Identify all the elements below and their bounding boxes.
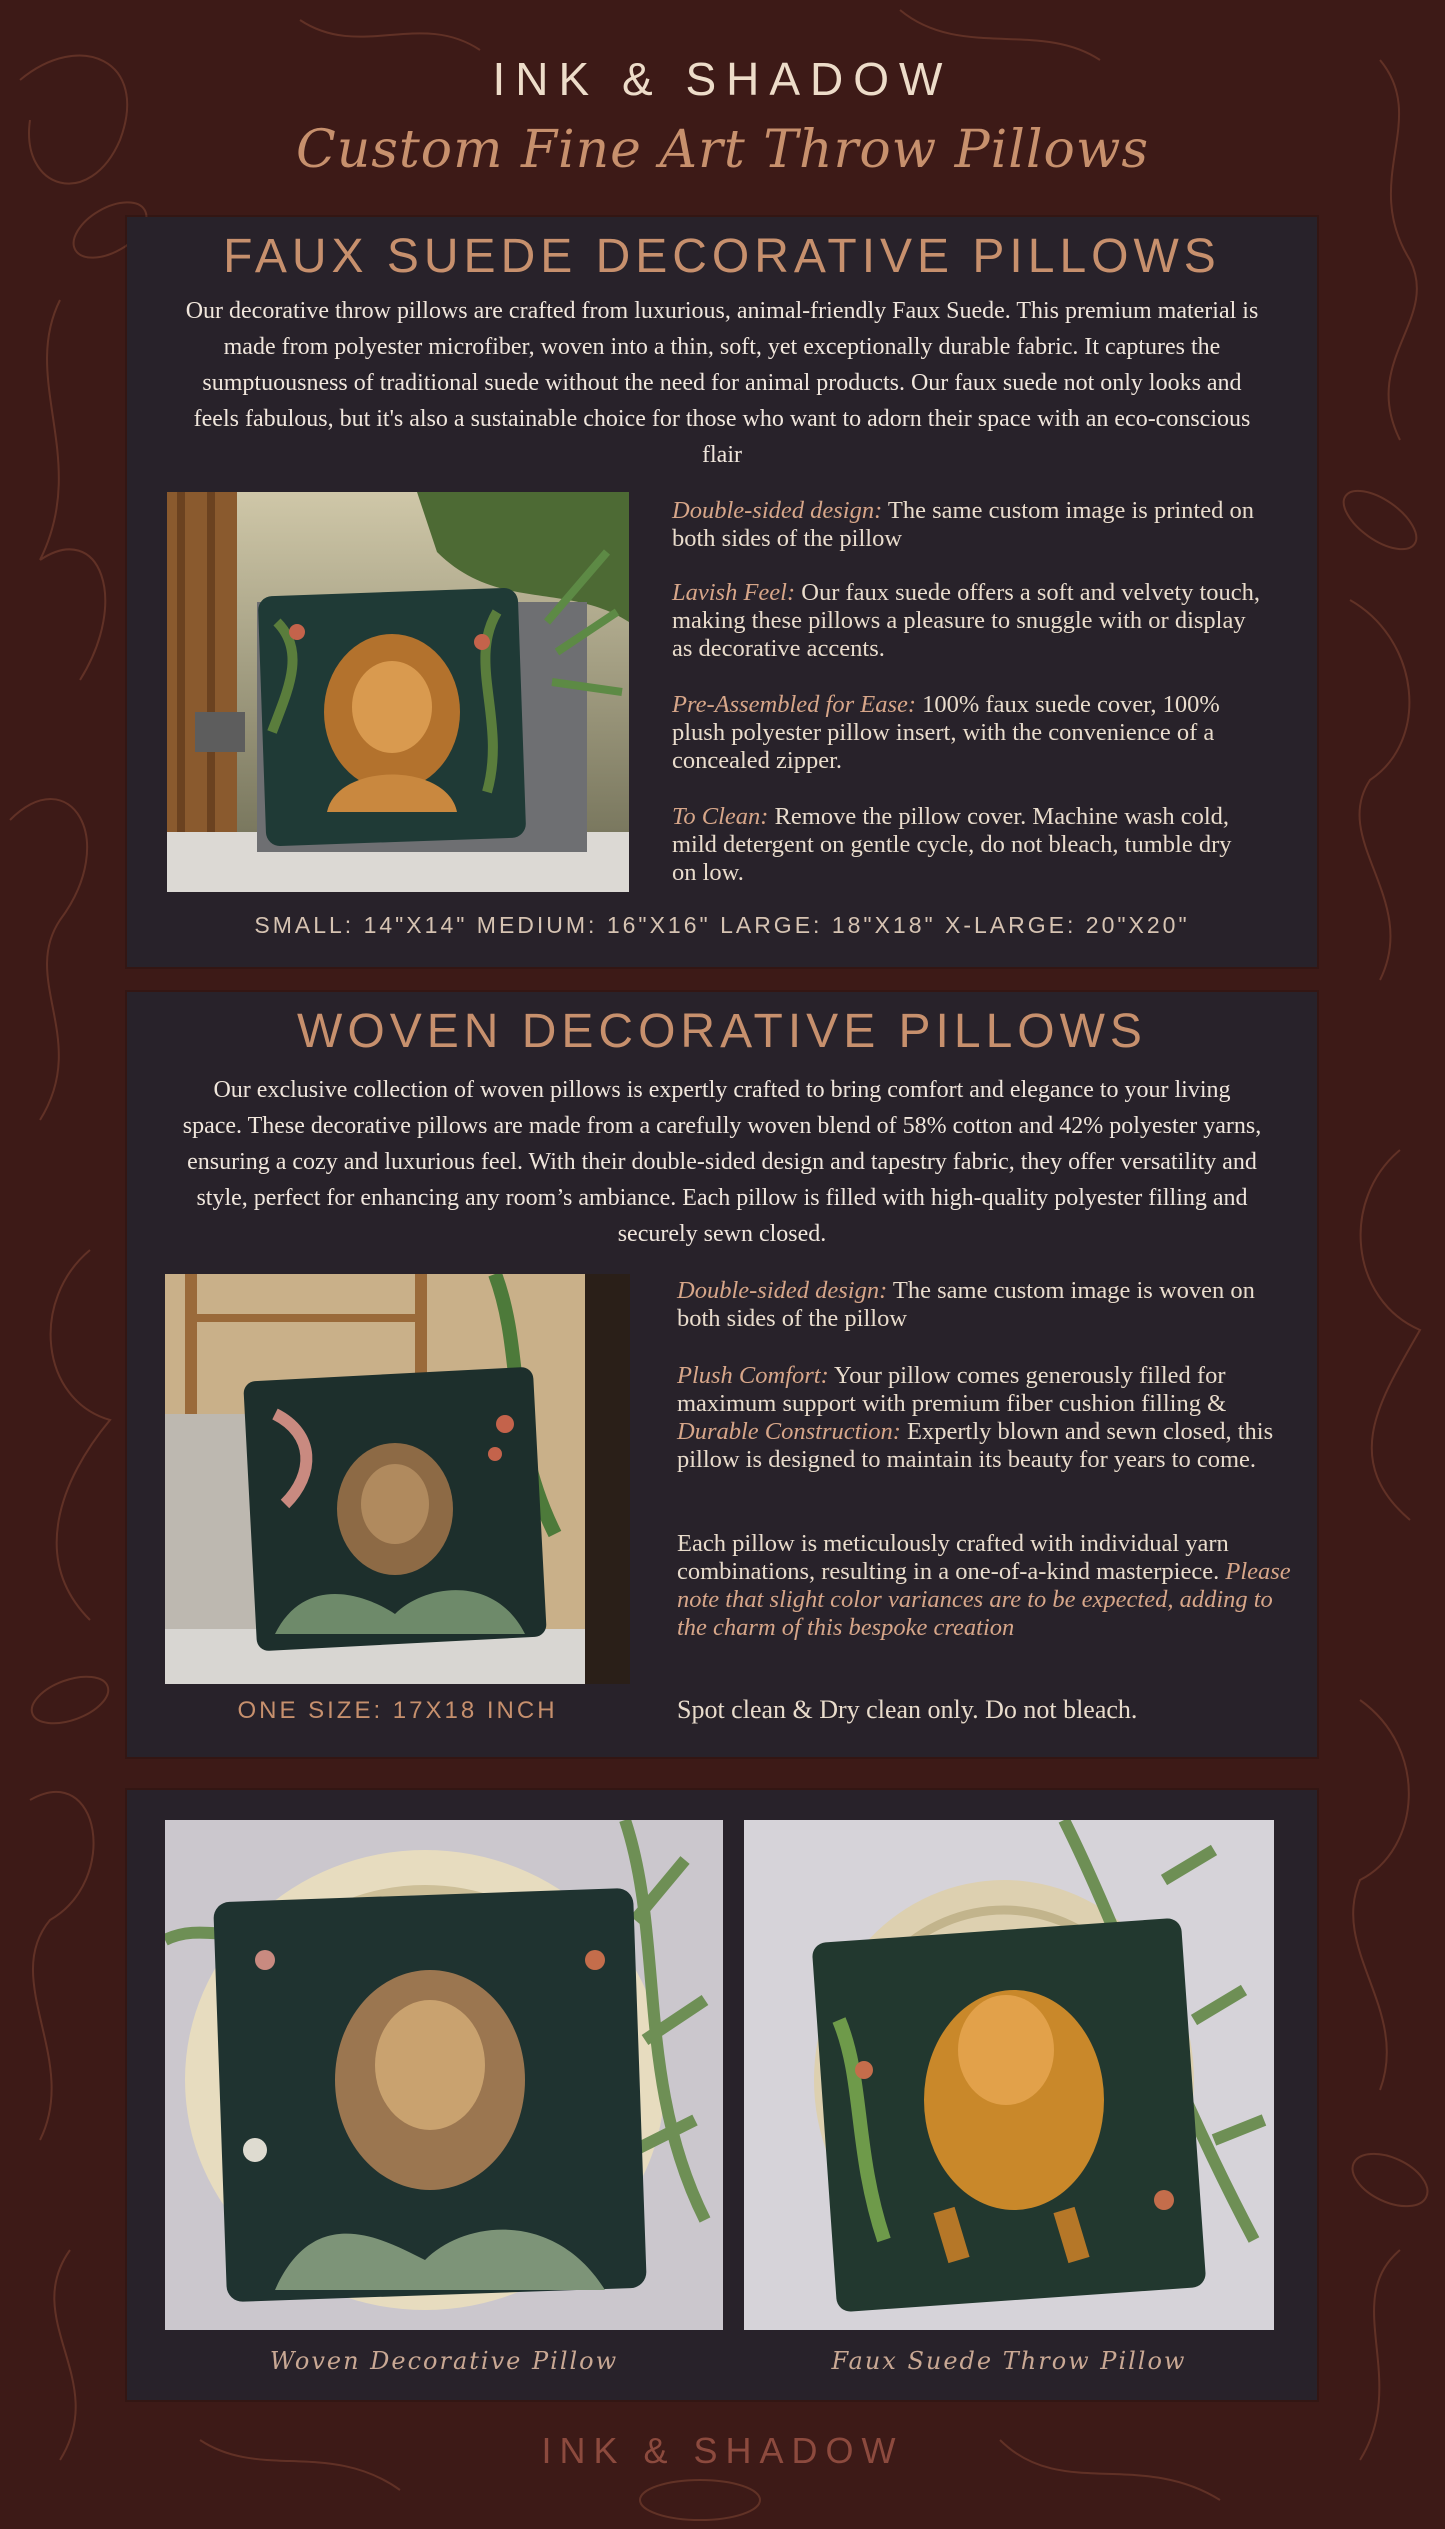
feature-lavish-feel xyxy=(672,579,1272,663)
gallery-panel xyxy=(127,1790,1317,2400)
faux-suede-lion-pillow-photo xyxy=(167,492,629,892)
faux-suede-panel xyxy=(127,217,1317,967)
footer-brand: INK & SHADOW xyxy=(541,2430,904,2471)
faux-suede-pillow-basket-photo xyxy=(744,1820,1274,2330)
feature-label: Plush Comfort: xyxy=(677,1362,829,1389)
feature-text: Remove the pillow cover. Machine wash cold, mild detergent on gentle cycle, do not bleach, tumble dry on low. xyxy=(672,803,1232,886)
feature-text: Your pillow comes generously filled for maximum support with premium fiber cushion filling & xyxy=(677,1362,1227,1417)
faux-suede-title: FAUX SUEDE DECORATIVE PILLOWS xyxy=(223,230,1221,283)
woven-title: WOVEN DECORATIVE PILLOWS xyxy=(297,1005,1147,1058)
caption-faux-suede-pillow: Faux Suede Throw Pillow xyxy=(831,2347,1187,2375)
color-variance-note: Please note that slight color variances are to be expected, adding to the charm of this bespoke creation xyxy=(677,1558,1291,1641)
woven-description: Our exclusive collection of woven pillows is expertly crafted to bring comfort and elegance to your living space. These decorative pillows are made from a carefully woven blend of 58% cotton and 42% polyester yarns, ensuring a cozy and luxurious feel. With their double-sided design and tapestry fabric, they offer versatility and style, perfect for enhancing any room’s ambiance. Each pillow is filled with high-quality polyester filling and securely sewn closed. xyxy=(182,1077,1262,1247)
feature-label: Pre-Assembled for Ease: xyxy=(672,691,917,718)
woven-feature-double-sided xyxy=(677,1277,1277,1333)
feature-label: Durable Construction: xyxy=(677,1418,901,1445)
feature-double-sided xyxy=(672,497,1272,553)
woven-feature-plush-comfort xyxy=(677,1362,1307,1474)
feature-text: 100% faux suede cover, 100% plush polyester pillow insert, with the convenience of a concealed zipper. xyxy=(672,691,1220,774)
feature-label: Double-sided design: xyxy=(672,497,883,524)
woven-lion-pillow-photo xyxy=(165,1274,630,1684)
feature-text: Expertly blown and sewn closed, this pillow is designed to maintain its beauty for years to come. xyxy=(677,1418,1274,1473)
woven-care-instructions: Spot clean & Dry clean only. Do not bleach. xyxy=(677,1695,1138,1724)
woven-feature-craftsmanship xyxy=(677,1530,1307,1642)
feature-text: The same custom image is woven on both sides of the pillow xyxy=(677,1277,1255,1332)
caption-woven-pillow: Woven Decorative Pillow xyxy=(269,2347,619,2375)
feature-label: To Clean: xyxy=(672,803,769,830)
feature-text: The same custom image is printed on both sides of the pillow xyxy=(672,497,1254,552)
woven-panel xyxy=(127,992,1317,1757)
woven-pillow-basket-photo xyxy=(165,1820,723,2330)
feature-label: Lavish Feel: xyxy=(672,579,796,606)
brand-tagline: Custom Fine Art Throw Pillows xyxy=(295,120,1150,180)
feature-to-clean xyxy=(672,803,1252,887)
faux-suede-sizes: SMALL: 14"X14" MEDIUM: 16"X16" LARGE: 18"X18" X-LARGE: 20"X20" xyxy=(254,912,1190,938)
feature-label: Double-sided design: xyxy=(677,1277,888,1304)
feature-pre-assembled xyxy=(672,691,1232,775)
faux-suede-description: Our decorative throw pillows are crafted from luxurious, animal-friendly Faux Suede. This premium material is made from polyester microfiber, woven into a thin, soft, yet exceptionally durable fabric. It captures the sumptuousness of traditional suede without the need for animal products. Our faux suede not only looks and feels fabulous, but it's also a sustainable choice for those who want to adorn their space with an eco-conscious flair xyxy=(185,298,1259,468)
woven-one-size: ONE SIZE: 17X18 INCH xyxy=(237,1697,558,1724)
brand-title: INK & SHADOW xyxy=(492,53,953,105)
feature-text: Our faux suede offers a soft and velvety touch, making these pillows a pleasure to snuggle with or display as decorative accents. xyxy=(672,579,1261,662)
feature-text: Each pillow is meticulously crafted with individual yarn combinations, resulting in a one-of-a-kind masterpiece. xyxy=(677,1530,1229,1585)
